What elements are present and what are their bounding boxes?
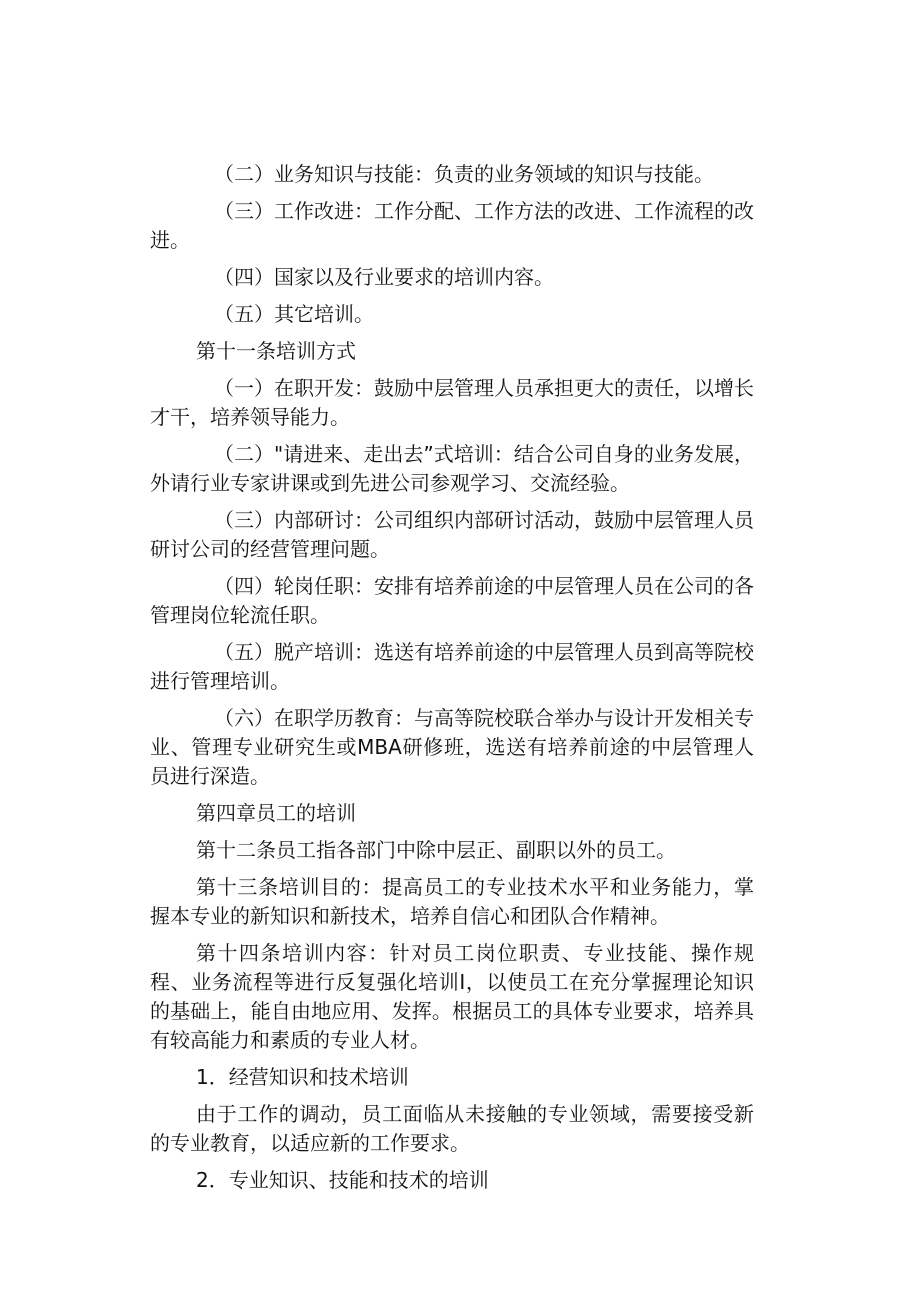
item-1-body: 由于工作的调动，员工面临从未接触的专业领域，需要接受新的专业教育，以适应新的工作要求。 bbox=[150, 1102, 754, 1155]
paragraph-on-job-development: （一）在职开发：鼓励中层管理人员承担更大的责任，以增长才干，培养领导能力。 bbox=[150, 376, 754, 429]
article-11-heading: 第十一条培训方式 bbox=[196, 339, 356, 363]
paragraph-off-job-training: （五）脱产培训：选送有培养前途的中层管理人员到高等院校进行管理培训。 bbox=[150, 640, 754, 693]
paragraph-national-requirements: （四）国家以及行业要求的培训内容。 bbox=[214, 265, 554, 289]
item-1-heading: 1．经营知识和技术培训 bbox=[196, 1065, 409, 1089]
paragraph-job-rotation: （四）轮岗任职：安排有培养前途的中层管理人员在公司的各管理岗位轮流任职。 bbox=[150, 574, 754, 627]
paragraph-degree-education: （六）在职学历教育：与高等院校联合举办与设计开发相关专业、管理专业研究生或MBA研修班，选送有培养前途的中层管理人员进行深造。 bbox=[150, 706, 754, 788]
document-body bbox=[150, 160, 754, 1203]
paragraph-business-knowledge: （二）业务知识与技能：负责的业务领域的知识与技能。 bbox=[214, 162, 714, 186]
chapter-4-heading: 第四章员工的培训 bbox=[196, 801, 356, 825]
article-13: 第十三条培训目的：提高员工的专业技术水平和业务能力，掌握本专业的新知识和新技术，培养自信心和团队合作精神。 bbox=[150, 875, 754, 928]
paragraph-work-improvement: （三）工作改进：工作分配、工作方法的改进、工作流程的改进。 bbox=[150, 199, 754, 252]
article-12: 第十二条员工指各部门中除中层正、副职以外的员工。 bbox=[196, 838, 676, 862]
paragraph-invite-and-go-out: （二）"请进来、走出去”式培训：结合公司自身的业务发展，外请行业专家讲课或到先进公司参观学习、交流经验。 bbox=[150, 442, 754, 495]
article-14: 第十四条培训内容：针对员工岗位职责、专业技能、操作规程、业务流程等进行反复强化培训I，以使员工在充分掌握理论知识的基础上，能自由地应用、发挥。根据员工的具体专业要求，培养具有较高能力和素质的专业人材。 bbox=[150, 941, 754, 1052]
item-2-heading: 2．专业知识、技能和技术的培训 bbox=[196, 1168, 489, 1192]
paragraph-other-training: （五）其它培训。 bbox=[214, 302, 374, 326]
paragraph-internal-seminar: （三）内部研讨：公司组织内部研讨活动，鼓励中层管理人员研讨公司的经营管理问题。 bbox=[150, 508, 754, 561]
